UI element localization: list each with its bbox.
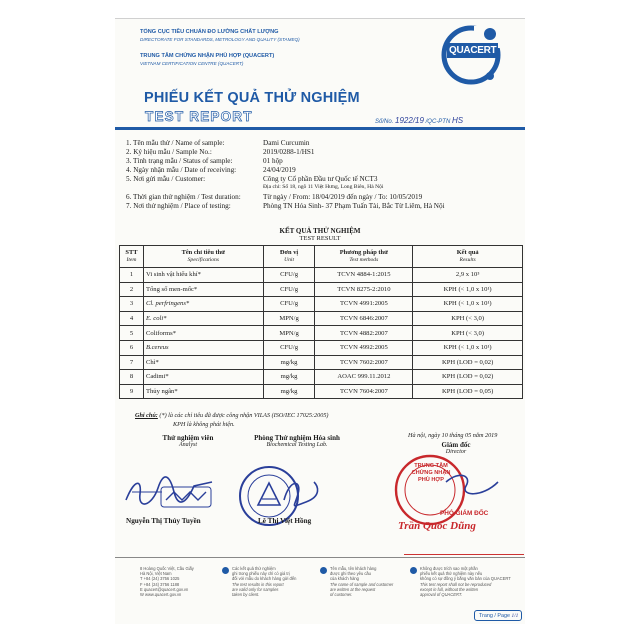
cell-method: TCVN 7602:2007: [315, 355, 413, 370]
info-icon: [320, 567, 327, 574]
cell-unit: MPN/g: [263, 326, 315, 341]
info-icon: [222, 567, 229, 574]
report-number: [375, 116, 463, 125]
col-header-result: Kết quả Results: [413, 246, 523, 268]
col-header-unit: Đơn vị Unit: [263, 246, 315, 268]
page-number: Trang / Page 1/1: [474, 610, 522, 621]
title-english: TEST REPORT: [145, 109, 253, 124]
cell-unit: CFU/g: [263, 297, 315, 312]
cell-spec: Coliforms*: [143, 326, 263, 341]
director-heading: Giám đốc Director: [441, 441, 471, 455]
info-label: 5. Nơi gửi mẫu / Customer:: [126, 175, 206, 183]
note-line-1: [135, 412, 329, 419]
cell-stt: 9: [120, 384, 144, 399]
title-vietnamese: PHIẾU KẾT QUẢ THỬ NGHIỆM: [144, 90, 360, 106]
cell-method: TCVN 8275-2:2010: [315, 282, 413, 297]
info-label: 2. Ký hiệu mẫu / Sample No.:: [126, 148, 212, 156]
footer-note-1: Các kết quả thử nghiệm ghi trong phiếu này chỉ có giá trị đối với mẫu do khách hàng gửi đến The test results in this report are valid only for samples taken by client.: [232, 566, 297, 598]
analyst-heading: Thử nghiệm viên Analyst: [162, 434, 214, 448]
table-header-row: [120, 246, 523, 268]
ilac-mra-logo-icon: [160, 486, 212, 508]
info-value: 01 hộp: [263, 157, 283, 165]
title-divider: [115, 127, 525, 130]
cell-unit: CFU/g: [263, 340, 315, 355]
info-label: 1. Tên mẫu thử / Name of sample:: [126, 139, 225, 147]
ref-hand: HS: [451, 116, 464, 125]
results-subtitle: TEST RESULT: [299, 235, 341, 242]
table-row: [120, 384, 523, 399]
cell-spec: E. coli*: [143, 311, 263, 326]
analyst-name: Nguyễn Thị Thúy Tuyền: [126, 517, 201, 525]
ref-prefix: Số/No.: [375, 119, 394, 125]
cell-stt: 2: [120, 282, 144, 297]
cell-spec: Chì*: [143, 355, 263, 370]
col-header-method: Phương pháp thử Test methods: [315, 246, 413, 268]
table-row: [120, 370, 523, 385]
vice-director-title: PHÓ GIÁM ĐỐC: [440, 510, 489, 517]
cell-result: KPH (< 3,0): [413, 311, 523, 326]
table-row: [120, 340, 523, 355]
table-row: [120, 355, 523, 370]
ref-suffix: /QC-PTN: [425, 119, 451, 125]
info-icon: [410, 567, 417, 574]
cell-method: TCVN 7604:2007: [315, 384, 413, 399]
cell-spec: Cl. perfringens*: [143, 297, 263, 312]
org-line-4: VIETNAM CERTIFICATION CENTRE (QUACERT): [140, 61, 244, 66]
cell-method: AOAC 999.11.2012: [315, 370, 413, 385]
table-row: [120, 282, 523, 297]
info-value: Địa chỉ: Số 18, ngõ 11 Việt Hưng, Long Biên, Hà Nội: [263, 184, 384, 190]
info-value: Công ty Cổ phần Đầu tư Quốc tế NCT3: [263, 175, 378, 183]
cell-spec: Vi sinh vật hiếu khí*: [143, 268, 263, 283]
org-line-3: TRUNG TÂM CHỨNG NHẬN PHÙ HỢP (QUACERT): [140, 53, 275, 59]
sign-date: Hà nội, ngày 10 tháng 05 năm 2019: [408, 432, 498, 439]
info-label: 3. Tình trạng mẫu / Status of sample:: [126, 157, 233, 165]
col-header-stt: STT Item: [120, 246, 144, 268]
footer-divider: [115, 557, 525, 558]
cell-stt: 7: [120, 355, 144, 370]
cell-method: TCVN 4882:2007: [315, 326, 413, 341]
footer-note-2: Tên mẫu, tên khách hàng được ghi theo yêu cầu của khách hàng The name of sample and customer are written at the request of customer.: [330, 566, 394, 598]
lab-head-name: Lê Thị Việt Hồng: [258, 517, 312, 525]
cell-unit: CFU/g: [263, 268, 315, 283]
cell-spec: B.cereus: [143, 340, 263, 355]
cell-result: KPH (LOD = 0,05): [413, 384, 523, 399]
stamp-text: TRUNG TÂM CHỨNG NHẬN PHÙ HỢP: [411, 463, 451, 483]
org-line-2: DIRECTORATE FOR STANDARDS, METROLOGY AND QUALITY (STAMEQ): [140, 37, 300, 42]
cell-result: KPH (LOD = 0,02): [413, 370, 523, 385]
cell-stt: 1: [120, 268, 144, 283]
results-table: [119, 245, 523, 399]
org-line-1: TỔNG CỤC TIÊU CHUẨN ĐO LƯỜNG CHẤT LƯỢNG: [140, 29, 279, 35]
logo-text: QUACERT: [449, 45, 497, 56]
info-label: 7. Nơi thử nghiệm / Place of testing:: [126, 202, 231, 210]
cell-result: KPH (< 1,0 x 10¹): [413, 282, 523, 297]
col-header-spec: Tên chỉ tiêu thử Specifications: [143, 246, 263, 268]
cell-method: TCVN 4991:2005: [315, 297, 413, 312]
info-value: Dami Curcumin: [263, 139, 310, 147]
table-row: [120, 268, 523, 283]
top-border: [115, 18, 525, 19]
cell-result: KPH (< 3,0): [413, 326, 523, 341]
results-title: KẾT QUẢ THỬ NGHIỆM: [279, 227, 361, 235]
cell-method: TCVN 4992:2005: [315, 340, 413, 355]
cell-unit: mg/kg: [263, 355, 315, 370]
footer-accent-line: [404, 554, 524, 555]
cell-stt: 4: [120, 311, 144, 326]
table-row: [120, 297, 523, 312]
note-text-1: (*) là các chỉ tiêu đã được công nhận VILAS (ISO/IEC 17025:2005): [159, 412, 329, 419]
cell-unit: MPN/g: [263, 311, 315, 326]
info-label: 4. Ngày nhận mẫu / Date of receiving:: [126, 166, 237, 174]
note-label: Ghi chú:: [135, 412, 158, 419]
cell-stt: 3: [120, 297, 144, 312]
cell-stt: 6: [120, 340, 144, 355]
cell-method: TCVN 4884-1:2015: [315, 268, 413, 283]
cell-unit: CFU/g: [263, 282, 315, 297]
cell-result: KPH (LOD = 0,02): [413, 355, 523, 370]
footer-note-3: Không được trích sao một phần phiếu kết quả thử nghiệm này nếu không có sự đồng ý bằng văn bản của QUACERT This test report shall not be reproduced except in full, without the written approval of QUACERT.: [420, 566, 511, 598]
cell-unit: mg/kg: [263, 370, 315, 385]
info-value: 2019/0288-1/HS1: [263, 148, 315, 156]
cell-method: TCVN 6846:2007: [315, 311, 413, 326]
cell-result: 2,9 x 10³: [413, 268, 523, 283]
cell-stt: 8: [120, 370, 144, 385]
cell-unit: mg/kg: [263, 384, 315, 399]
vice-director-name: Trần Quốc Dũng: [398, 520, 476, 532]
info-value: Từ ngày / From: 18/04/2019 đến ngày / To: 10/05/2019: [263, 193, 423, 201]
table-row: [120, 311, 523, 326]
cell-spec: Tổng số men-mốc*: [143, 282, 263, 297]
cell-stt: 5: [120, 326, 144, 341]
lab-signature-icon: [280, 472, 320, 512]
cell-result: KPH (< 1,0 x 10¹): [413, 340, 523, 355]
footer-address: 8 Hoàng Quốc Việt, Cầu Giấy Hà Nội, Việt Nam T +84 (24) 3756 1025 F +84 (24) 3756 1188 E quacert@quacert.gov.vn W www.quacert.gov.vn: [140, 566, 194, 598]
info-value: Phòng TN Hóa Sinh- 37 Phạm Tuấn Tài, Bắc Từ Liêm, Hà Nội: [263, 202, 445, 210]
cell-result: KPH (< 1,0 x 10¹): [413, 297, 523, 312]
table-row: [120, 326, 523, 341]
ref-number: 1922/19: [395, 116, 424, 125]
cell-spec: Thủy ngân*: [143, 384, 263, 399]
info-value: 24/04/2019: [263, 166, 296, 174]
info-label: 6. Thời gian thử nghiệm / Test duration:: [126, 193, 241, 201]
cell-spec: Cadimi*: [143, 370, 263, 385]
lab-heading: Phòng Thử nghiệm Hóa sinh Biochemical Testing Lab.: [254, 434, 340, 448]
note-text-2: KPH là không phát hiện.: [173, 421, 235, 428]
